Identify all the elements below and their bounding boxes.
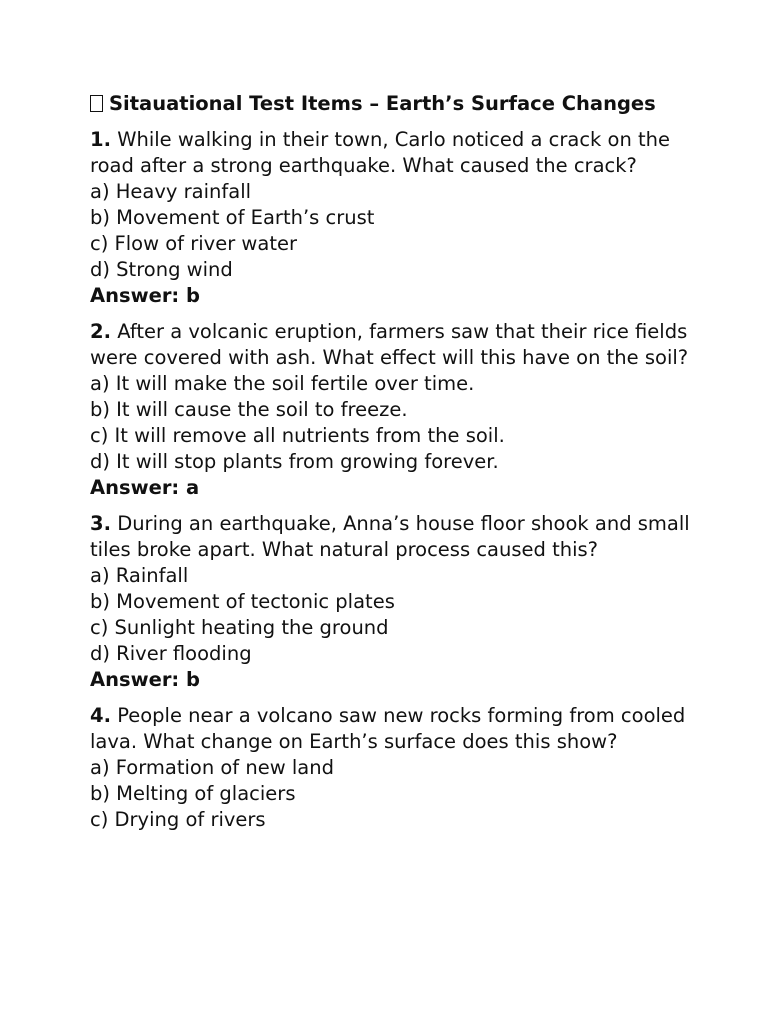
option-b: b) Movement of Earth’s crust: [90, 206, 375, 229]
question-number: 1.: [90, 128, 111, 151]
option-a: a) It will make the soil fertile over time.: [90, 372, 475, 395]
question-2-stem: [90, 319, 690, 371]
question-3: [90, 511, 690, 693]
option-b: b) Melting of glaciers: [90, 782, 296, 805]
question-3-stem: [90, 511, 690, 563]
option-d: d) Strong wind: [90, 258, 233, 281]
page-title: [90, 91, 690, 117]
option-a: a) Heavy rainfall: [90, 180, 252, 203]
option-c: c) Flow of river water: [90, 232, 297, 255]
option-d: d) River flooding: [90, 642, 252, 665]
option-d: d) It will stop plants from growing forever.: [90, 450, 499, 473]
answer: Answer: a: [90, 476, 200, 499]
question-1: [90, 127, 690, 309]
answer: Answer: b: [90, 668, 200, 691]
question-1-stem: [90, 127, 690, 179]
question-number: 2.: [90, 320, 111, 343]
question-4: [90, 703, 690, 833]
question-text: People near a volcano saw new rocks forming from cooled lava. What change on Earth’s surface does this show?: [90, 704, 686, 753]
option-c: c) It will remove all nutrients from the soil.: [90, 424, 505, 447]
option-b: b) Movement of tectonic plates: [90, 590, 395, 613]
option-a: a) Formation of new land: [90, 756, 334, 779]
question-2: [90, 319, 690, 501]
page-title-text: Sitauational Test Items – Earth’s Surface Changes: [109, 92, 656, 115]
question-text: During an earthquake, Anna’s house floor shook and small tiles broke apart. What natural process caused this?: [90, 512, 690, 561]
question-number: 3.: [90, 512, 111, 535]
option-c: c) Sunlight heating the ground: [90, 616, 389, 639]
answer: Answer: b: [90, 284, 200, 307]
question-text: While walking in their town, Carlo noticed a crack on the road after a strong earthquake. What caused the crack?: [90, 128, 671, 177]
option-c: c) Drying of rivers: [90, 808, 266, 831]
question-number: 4.: [90, 704, 111, 727]
question-text: After a volcanic eruption, farmers saw that their rice fields were covered with ash. What effect will this have on the soil?: [90, 320, 689, 369]
option-a: a) Rainfall: [90, 564, 189, 587]
question-4-stem: [90, 703, 690, 755]
missing-glyph-box-icon: [90, 95, 103, 112]
option-b: b) It will cause the soil to freeze.: [90, 398, 408, 421]
document-page: [90, 91, 690, 843]
